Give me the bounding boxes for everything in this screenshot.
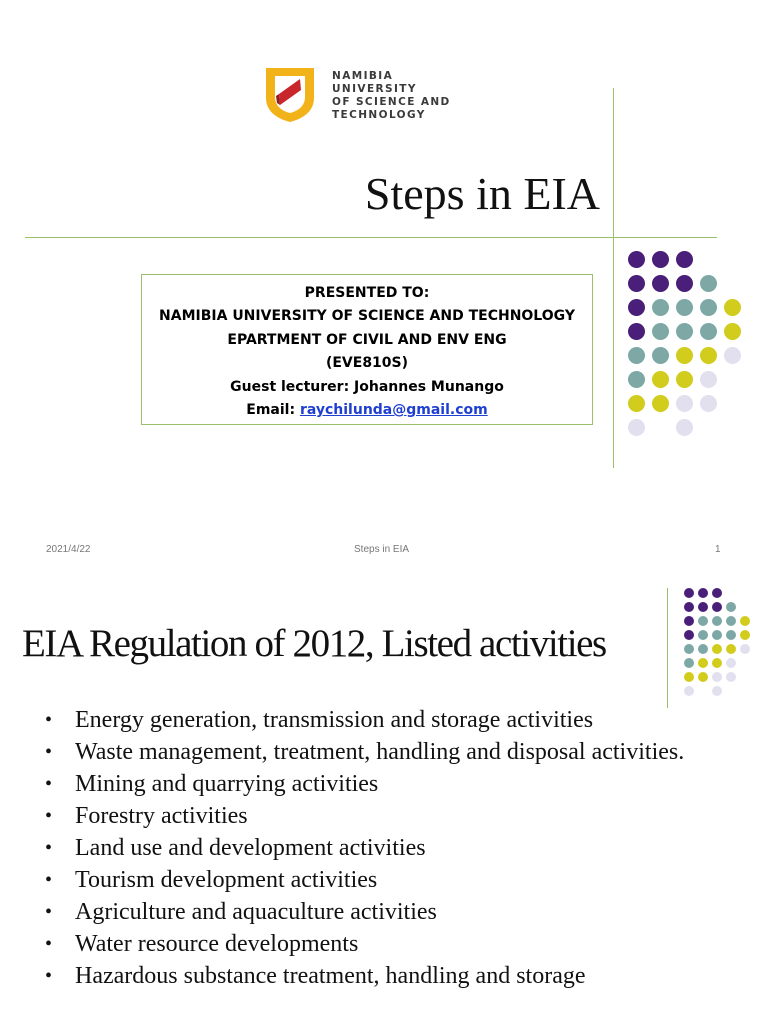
email-link[interactable]: raychilunda@gmail.com (299, 402, 488, 419)
list-item: • Tourism development activities (45, 868, 745, 893)
dot (740, 644, 750, 654)
dot (698, 672, 708, 682)
dot (628, 395, 645, 412)
dot (740, 630, 750, 640)
dot (684, 588, 694, 598)
dot (652, 251, 669, 268)
dot (726, 616, 736, 626)
list-item: • Forestry activities (45, 804, 745, 829)
dot (684, 602, 694, 612)
dot (724, 323, 741, 340)
nust-shield-logo-icon (262, 64, 318, 124)
dot (726, 672, 736, 682)
list-item: • Waste management, treatment, handling and disposal activities. (45, 740, 745, 765)
dot (652, 275, 669, 292)
dot (724, 347, 741, 364)
dot (684, 644, 694, 654)
slide-title: Steps in EIA (364, 168, 600, 219)
logo-line: UNIVERSITY (332, 83, 417, 95)
info-line: EPARTMENT OF CIVIL AND ENV ENG (227, 331, 507, 348)
dot (724, 299, 741, 316)
dot (726, 658, 736, 668)
dot (628, 275, 645, 292)
dot (684, 672, 694, 682)
dot (676, 395, 693, 412)
dot (700, 395, 717, 412)
dot (698, 616, 708, 626)
logo-wordmark (332, 70, 451, 122)
email-line (142, 399, 592, 422)
dot (684, 658, 694, 668)
dot (712, 686, 722, 696)
dot (652, 347, 669, 364)
dot (698, 588, 708, 598)
dot (698, 630, 708, 640)
dot (712, 672, 722, 682)
dot (628, 323, 645, 340)
dot (628, 371, 645, 388)
dot (712, 644, 722, 654)
info-line: (EVE810S) (325, 355, 409, 372)
dot (676, 299, 693, 316)
dot (712, 602, 722, 612)
list-item: • Hazardous substance treatment, handling and storage (45, 964, 745, 989)
horizontal-divider (25, 237, 717, 238)
dot (652, 323, 669, 340)
list-item: • Land use and development activities (45, 836, 745, 861)
dot (652, 371, 669, 388)
list-item: • Mining and quarrying activities (45, 772, 745, 797)
list-item: • Water resource developments (45, 932, 745, 957)
dot (700, 299, 717, 316)
info-line: Guest lecturer: Johannes Munango (230, 378, 504, 395)
dot (726, 602, 736, 612)
dot (628, 299, 645, 316)
dot (740, 616, 750, 626)
footer-page-number: 1 (715, 544, 721, 555)
footer-title: Steps in EIA (354, 544, 410, 555)
dot (726, 630, 736, 640)
dot (700, 275, 717, 292)
slide-2 (0, 580, 768, 1024)
dot (712, 630, 722, 640)
dot (652, 299, 669, 316)
dot (652, 395, 669, 412)
dot (684, 686, 694, 696)
dot (684, 616, 694, 626)
dot (676, 275, 693, 292)
dot (698, 602, 708, 612)
list-item: • Energy generation, transmission and storage activities (45, 708, 745, 733)
dot (700, 323, 717, 340)
dot (700, 371, 717, 388)
dot (676, 419, 693, 436)
dot (698, 644, 708, 654)
logo-line: OF SCIENCE AND (332, 96, 451, 108)
dot (712, 588, 722, 598)
info-line: NAMIBIA UNIVERSITY OF SCIENCE AND TECHNOLOGY (159, 308, 575, 325)
info-line: PRESENTED TO: (304, 285, 430, 301)
logo-line: NAMIBIA (332, 70, 394, 82)
dot (676, 371, 693, 388)
dot (712, 658, 722, 668)
dot (676, 251, 693, 268)
dot (726, 644, 736, 654)
slide-title: EIA Regulation of 2012, Listed activities (22, 622, 606, 665)
dot (628, 251, 645, 268)
listed-activities-list (45, 708, 745, 996)
dot (684, 630, 694, 640)
list-item: • Agriculture and aquaculture activities (45, 900, 745, 925)
dot (676, 323, 693, 340)
dot (676, 347, 693, 364)
dot (628, 347, 645, 364)
dot (698, 658, 708, 668)
footer-date: 2021/4/22 (46, 544, 91, 555)
vertical-divider (667, 588, 668, 708)
dot (700, 347, 717, 364)
presenter-info-box (141, 274, 593, 425)
dot (712, 616, 722, 626)
logo-line: TECHNOLOGY (332, 109, 426, 121)
dot (628, 419, 645, 436)
vertical-divider (613, 88, 614, 468)
email-label: Email: (246, 402, 296, 419)
